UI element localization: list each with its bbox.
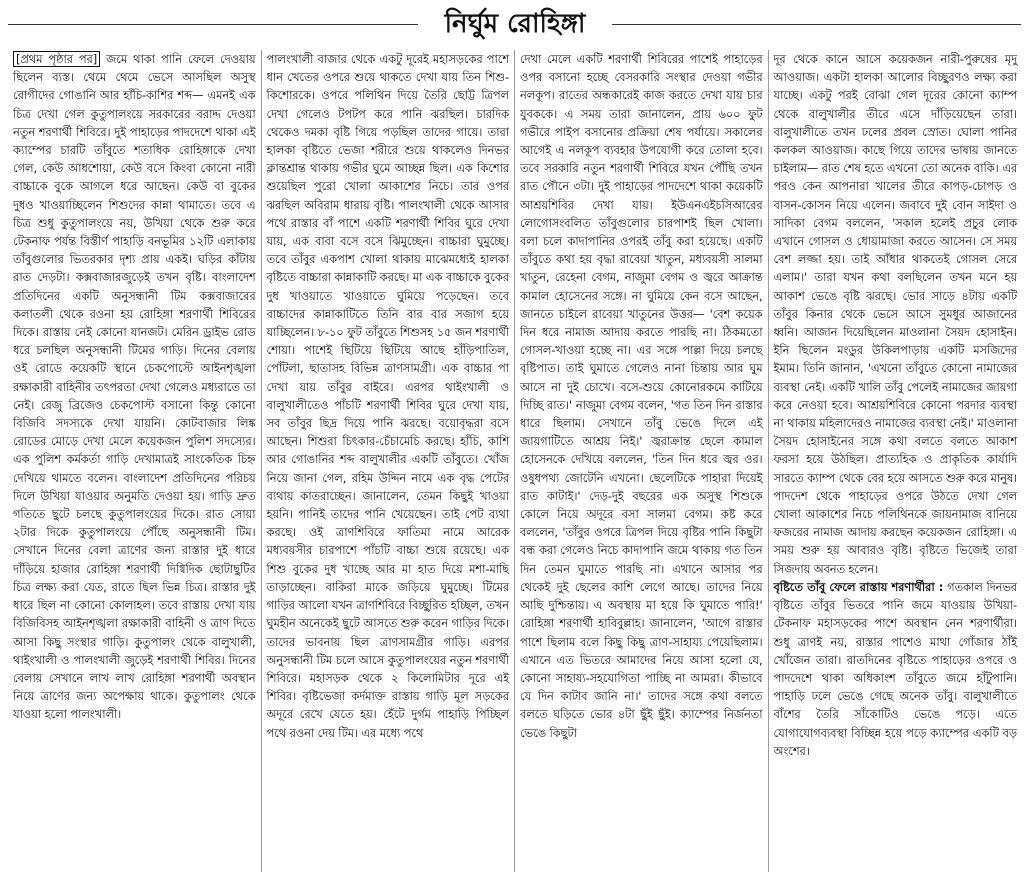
column-4 bbox=[769, 50, 1023, 872]
header-rule-right bbox=[612, 24, 1021, 25]
column-1 bbox=[8, 50, 262, 872]
article-title: নির্ঘুম রোহিঙ্গা bbox=[444, 9, 586, 39]
column-4-text-b bbox=[774, 578, 1018, 760]
continuation-label: [প্রথম পৃষ্ঠার পর] bbox=[13, 51, 100, 67]
column-1-text bbox=[13, 50, 256, 724]
column-2-text: পালংখালী বাজার থেকে একটু দূরেই মহাসড়কের পাশে ধান খেতের ওপরে শুয়ে থাকতে দেখা যায় তিন শিশু-কিশোরকে। ওপরে পলিথিন দিয়ে তৈরি ছোট্ট ত্রিপল দেখা গেলেও টপটপ করে পানি ঝরছিল। চারদিক থেকেও দমকা বৃষ্টি গিয়ে পড়ছিল তাদের গায়ে। তারা হালকা বৃষ্টিতে ভেজা শরীরে শুয়ে থাকলেও দিনভর ক্লান্তশ্রান্ত থাকায় গভীর ঘুমে আচ্ছন্ন ছিল। এক কিশোর শুয়েছিল পুরো খোলা আকাশের নিচে। তার ওপর ঝরছিল অবিরাম ধারায় বৃষ্টি। পালংখালী থেকে আসার পথে রাস্তার বাঁ পাশে একটি শরণার্থী শিবির ঘুরে দেখা যায়, এক বাবা বসে বসে ঝিমুচ্ছেন। বাচ্চারা ঘুমুচ্ছে। তবে তাঁবুর একপাশ খোলা থাকায় মাঝেমধ্যেই হালকা বৃষ্টিতে বাচ্চারা কান্নাকাটি করছে। মা এক বাচ্চাকে বুকের দুধ খাওয়াতে খাওয়াতে ঘুমিয়ে পড়েছেন। তবে বাচ্চাদের কান্নাকাটিতে তিনি বার বার সজাগ হয়ে যাচ্ছিলেন। ৮-১০ ফুট তাঁবুতে শিশুসহ ১৫ জন শরণার্থী শোয়া। পাশেই ছিটিয়ে ছিটিয়ে আছে হাঁড়িপাতিল, পোঁটলা, ছাতাসহ বিভিন্ন ত্রাণসামগ্রী। এক বাচ্চার পা দেখা যায় তাঁবুর বাইরে। এরপর থাইংখালী ও বালুখালীতেও পাঁচটি শরণার্থী শিবির ঘুরে দেখা যায়, সব তাঁবুর ছিদ্র দিয়ে পানি ঝরছে। বয়োবৃদ্ধরা বসে আছেন। শিশুরা চিৎকার-চেঁচামেচি করছে। হাঁচি, কাশি আর গোঙানির শব্দ বালুখালীর একটি তাঁবুতে। খোঁজ নিয়ে জানা গেল, রহিম উদ্দিন নামে এক বৃদ্ধ পেটের ব্যথায় কাতরাচ্ছেন। জানালেন, তেমন কিছুই খাওয়া হয়নি। পানিই তাদের পানি খেয়েছেন। তাই পেট ব্যথা করছে। ওই ত্রাণশিবিরে ফাতিমা নামে আরেক মধ্যবয়সীর চারপাশে পাঁচটি বাচ্চা শুয়ে রয়েছে। এক শিশু বুকের দুধ খাচ্ছে আর মা হাত দিয়ে মশা-মাছি তাড়াচ্ছেন। বাকিরা মাকে জড়িয়ে ঘুমুচ্ছে। টিমের গাড়ির আলো যখন ত্রাণশিবিরে বিচ্ছুরিত হচ্ছিল, তখন ঘুমহীন অনেকেই ছুটে আসতে শুরু করেন গাড়ির দিকে। তাদের ভাবনায় ছিল ত্রাণসামগ্রীর গাড়ি। এরপর অনুসন্ধানী টিম চলে আসে কুতুপালংয়ের নতুন শরণার্থী শিবিরে। মহাসড়ক থেকে ২ কিলোমিটার দূরে এই শিবির। বৃষ্টিভেজা কর্দমাক্ত রাস্তায় গাড়ি মূল সড়কের অদূরে রেখে যেতে হয়। হেঁটে দুর্গম পাহাড়ি পিচ্ছিল পথে রওনা দেয় টিম। এর মধ্যে পথে bbox=[266, 52, 509, 740]
article-columns bbox=[8, 50, 1022, 872]
subheading: বৃষ্টিতে তাঁবু ফেলে রাস্তায় শরণার্থীরা : bbox=[773, 579, 944, 594]
article-header bbox=[0, 4, 1029, 44]
column-1-body: জমে থাকা পানি ফেলে দেওয়ায় ছিলেন ব্যস্ত। থেমে থেমে ভেসে আসছিল অসুস্থ রোগীদের গোঙানি আর হাঁচি-কাশির শব্দ— এমনই এক চিত্র দেখা গেল কুতুপালংয়ে সরকারের বরাদ্দ দেওয়া নতুন শরণার্থী শিবিরে। দুই পাহাড়ের পাদদেশে থাকা এই ক্যাম্পের চারটি তাঁবুতে শতাধিক রোহিঙ্গাকে দেখা গেল, কেউ আধশোয়া, কেউ বসে কিংবা কোনো নারী বাচ্চাকে বুকে আগলে ধরে আছেন। কেউ বা বুকের দুধও খাওয়াচ্ছিলেন শিশুদের কান্না থামাতে। তবে এ চিত্র শুধু কুতুপালংয়ে নয়, উখিয়া থেকে শুরু করে টেকনাফ পর্যন্ত বিস্তীর্ণ পাহাড়ি বনভূমির ১২টি এলাকায় তাঁবুগুলোর ভিতরকার দৃশ্য প্রায় একই। ঘড়ির কাঁটায় রাত দেড়টা। কক্সবাজারজুড়েই তখন বৃষ্টি। বাংলাদেশ প্রতিদিনের একটি অনুসন্ধানী টিম কক্সবাজারের কলাতলী থেকে রওনা হয় রোহিঙ্গা শরণার্থী শিবিরের দিকে। রাস্তায় নেই কোনো যানজট। মেরিন ড্রাইভ রোড ধরে চলছিল অনুসন্ধানী টিমের গাড়ি। দিনের বেলায় ওই রোডে কয়েকটি স্থানে চেকপোস্টে আইনশৃঙ্খলা রক্ষাকারী বাহিনীর তৎপরতা দেখা গেলেও মধ্যরাতে তা নেই। রেজু ব্রিজেও চেকপোস্ট বসানো কিন্তু কোনো বিজিবি সদস্যকে দেখা যায়নি। কোটবাজার লিঙ্ক রোডের মোড়ে দেখা মেলে কয়েকজন পুলিশ সদস্যের। এক পুলিশ কর্মকর্তা গাড়ি দেখামাত্রই সাংকেতিক চিহ্ন দেখিয়ে থামতে বলেন। বাংলাদেশ প্রতিদিনের পরিচয় দিলে উখিয়া যাওয়ার অনুমতি দেওয়া হয়। গাড়ি দ্রুত গতিতে ছুটে চলছে কুতুপালংয়ের দিকে। রাত সোয়া ২টার দিকে কুতুপালংয়ে পৌঁছে অনুসন্ধানী টিম। সেখানে দিনের বেলা ত্রাণের জন্য রাস্তার দুই ধারে দাঁড়িয়ে হাজার রোহিঙ্গা শরণার্থী দিগ্বিদিক ছোটাছুটির চিত্র লক্ষ্য করা যেত, রাতে ছিল ভিন্ন চিত্র। রাস্তার দুই ধারে ছিল না কোনো কোলাহল। তবে রাস্তায় দেখা যায় বিজিবিসহ আইনশৃঙ্খলা রক্ষাকারী বাহিনী ও ত্রাণ দিতে আসা কিছু সংস্থার গাড়ি। কুতুপালং থেকে বালুখালী, থাইংখালী ও পালংখালী জুড়েই শরণার্থী শিবির। দিনের বেলায় সেখানে লাখ লাখ রোহিঙ্গা শরণার্থী অবস্থান নিয়ে ত্রাণের জন্য অপেক্ষায় থাকে। কুতুপালং থেকে যাওয়া হলো পালংখালী। bbox=[13, 52, 256, 722]
column-3-text: দেখা মেলে একটি শরণার্থী শিবিরের পাশেই পাহাড়ের ওপর বসানো হচ্ছে বেসরকারি সংস্থার দেওয়া গভীর নলকূপ। রাতের অন্ধকারেই কাজ করতে দেখা যায় চার যুবককে। এ সময় তারা জানালেন, প্রায় ৬০০ ফুট গভীরে পাইপ বসানোর প্রক্রিয়া শেষ পর্যায়ে। সকালের আগেই এ নলকূপ ব্যবহার উপযোগী করে তোলা হবে। তবে সরকারি নতুন শরণার্থী শিবিরে যখন পৌঁছি তখন রাত পৌনে ৩টা। দুই পাহাড়ের পাদদেশে থাকা কয়েকটি আশ্রয়শিবির দেখা যায়। ইউএনএইচসিআরের লোগোসংবলিত তাঁবুগুলোর চারপাশই ছিল খোলা। বলা চলে কাদাপানির ওপরই তাঁবু করা হয়েছে। একটি তাঁবুতে কথা হয় বৃদ্ধা রাবেয়া খাতুন, মধ্যবয়সী সালমা খাতুন, রেহেনা বেগম, নাজুমা বেগম ও জ্বরে আক্রান্ত কামাল হোসেনের সঙ্গে। না ঘুমিয়ে কেন বসে আছেন, জানতে চাইলে রাবেয়া খাতুনের উত্তর— 'বেশ কয়েক দিন ধরে নামাজ আদায় করতে পারছি না। ঠিকমতো গোসল-খাওয়া হচ্ছে না। এর সঙ্গে পাল্লা দিয়ে চলছে বৃষ্টিপাত। তাই ঘুমাতে গেলেও নানা চিন্তায় আর ঘুম আসে না দুই চোখে। বসে-শুয়ে কোনোরকমে কাটিয়ে দিচ্ছি রাত।' নাজুমা বেগম বলেন, 'গত তিন দিন রাস্তার ধারে ছিলাম। সেখানে তাঁবু ভেঙে দিলে এই জায়গাটিতে আশ্রয় নিই।' জ্বরাক্রান্ত ছেলে কামাল হোসেনকে দেখিয়ে বললেন, 'তিন দিন ধরে জ্বর ওর। ওষুধপথ্য জোটেনি এখনো। ছেলেটিকে পাহারা দিয়েই রাত কাটাই।' দেড়-দুই বছরের এক অসুস্থ শিশুকে কোলে নিয়ে অদূরে বসা সালমা বেগম। কষ্ট করে বললেন, 'তাঁবুর ওপরে ত্রিপল দিয়ে বৃষ্টির পানি কিছুটা বন্ধ করা গেলেও নিচে কাদাপানি জমে থাকায় গত তিন দিন তেমন ঘুমাতে পারছি না। এখানে আসার পর থেকেই দুই ছেলের কাশি লেগে আছে। তাদের নিয়ে আছি দুশ্চিন্তায়। এ অবস্থায় মা হয়ে কি ঘুমাতে পারি!' রোহিঙ্গা শরণার্থী হাবিবুল্লাহ। জানালেন, 'আগে রাস্তার পাশে ছিলাম বলে কিছু কিছু ত্রাণ-সাহায্য পেয়েছিলাম। এখানে এত ভিতরে আমাদের নিয়ে আসা হলো যে, কোনো সাহায্য-সহযোগিতা পাচ্ছি না আমরা। কীভাবে যে দিন কাটাব জানি না।' তাদের সঙ্গে কথা বলতে বলতে ঘড়িতে ভোর ৪টা ছুঁই ছুঁই। ক্যাম্পের নির্জনতা ভেঙে কিছুটা bbox=[520, 52, 763, 740]
column-4-body-b: গতকাল দিনভর বৃষ্টিতে তাঁবুর ভিতরে পানি জমে যাওয়ায় উখিয়া-টেকনাফ মহাসড়কের পাশে অবস্থান নেন শরণার্থীরা। শুধু ত্রাণই নয়, রাস্তার পাশেও মাথা গোঁজার ঠাঁই খোঁজেন তারা। রাতদিনের বৃষ্টিতে পাহাড়ের ওপরে ও পাদদেশে থাকা অধিকাংশ তাঁবুতে জমে হাঁটুপানি। পাহাড়ি ঢলে ভেঙে গেছে অনেক তাঁবু। বালুখালীতে বাঁশের তৈরি সাঁকোটিও ভেঙে পড়ে। এতে যোগাযোগব্যবস্থা বিচ্ছিন্ন হয়ে পড়ে ক্যাম্পের একটি বড় অংশের। bbox=[773, 579, 1017, 758]
column-2 bbox=[262, 50, 516, 872]
column-4-text-a: দূর থেকে কানে আসে কয়েকজন নারী-পুরুষের মৃদু আওয়াজ। একটা হালকা আলোর বিচ্ছুরণও লক্ষ্য করা যাচ্ছে। একটু পরই বোঝা গেল দূরের কোনো ক্যাম্প থেকে বালুখালীর তীরে এসে দাঁড়িয়েছেন তারা। বালুখালীতে তখন ঢলের প্রবল স্রোত। ঘোলা পানির কলকল আওয়াজ। কাছে গিয়ে তাদের ভাষায় জানতে চাইলাম— রাত শেষ হতে এখনো তো অনেক বাকি। এর পরও কেন আপনারা খালের তীরে কাপড়-চোপড় ও বাসন-কোসন নিয়ে এলেন। জবাবে দুই বোন সাইদা ও সাদিকা বেগম বললেন, 'সকাল হলেই প্রচুর লোক এখানে গোসল ও ধোয়ামাজা করতে আসেন। সে সময় বেশ লজ্জা হয়। তাই আঁধার থাকতেই গোসল সেরে এলাম।' তারা যখন কথা বলছিলেন তখন মনে হয় আকাশ ভেঙে বৃষ্টি ঝরছে। ভোর সাড়ে ৪টায় একটি তাঁবুর কিনার থেকে ভেসে আসে সুমধুর আজানের ধ্বনি। আজান দিয়েছিলেন মাওলানা সৈয়দ হোসাইন। ইনি ছিলেন মংডুর উকিলপাড়ায় একটি মসজিদের ইমাম। তিনি জানান, 'এখনো তাঁবুতে কোনো নামাজের ব্যবস্থা নেই। একটি খালি তাঁবু পেলেই নামাজের জায়গা করে নেওয়া হবে। আশ্রয়শিবিরে কোনো পরদার ব্যবস্থা না থাকায় মহিলাদেরও নামাজের ব্যবস্থা নেই।' মাওলানা সৈয়দ হোসাইনের সঙ্গে কথা বলতে বলতে আকাশ ফরসা হয়ে উঠছিল। প্রাত্যহিক ও প্রাকৃতিক কার্যাদি সারতে ক্যাম্প থেকে বের হয়ে আসতে শুরু করে মানুষ। পাদদেশ থেকে পাহাড়ের ওপরে উঠতে দেখা গেল খোলা আকাশের নিচে পলিথিনকে জায়নামাজ বানিয়ে ফজরের নামাজ আদায় করছেন কয়েকজন রোহিঙ্গা। এ সময় শুরু হয় আবারও বৃষ্টি। বৃষ্টিতে ভিজেই তারা সিজদায় অবনত হলেন। bbox=[773, 52, 1017, 576]
column-3 bbox=[515, 50, 769, 872]
header-rule-left bbox=[8, 24, 418, 25]
